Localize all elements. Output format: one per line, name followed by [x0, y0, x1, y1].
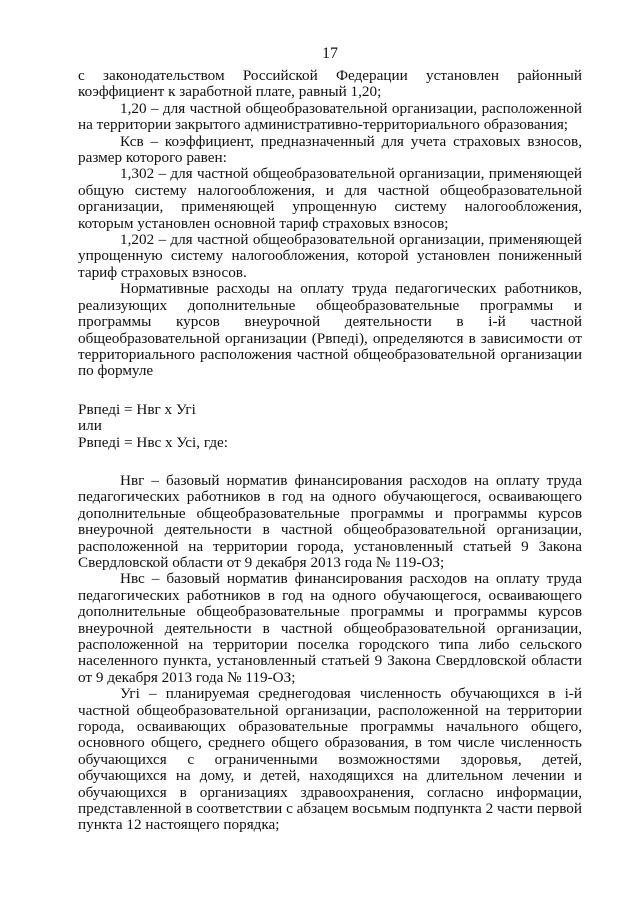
document-body [78, 68, 582, 834]
formula-line: Рвпеді = Нвг х Угі [78, 400, 196, 418]
paragraph: Нвс – базовый норматив финансирования расходов на оплату труда педагогических работников в год на одного обучающегося, осваивающего дополнительные общеобразовательные программы и программы курсов внеурочной деятельности в частной общеобразовательной организации, расположенной на территории поселка городского типа либо сельского населенного пункта, установленный статьей 9 Закона Свердловской области от 9 декабря 2013 года № 119-ОЗ; [78, 570, 582, 686]
paragraph: с законодательством Российской Федерации установлен районный коэффициент к заработной плате, равный 1,20; [78, 67, 582, 101]
paragraph: 1,202 – для частной общеобразовательной организации, применяющей упрощенную систему налогообложения, которой установлен пониженный тариф страховых взносов. [78, 231, 582, 281]
formula-block [78, 402, 582, 451]
paragraph: Ксв – коэффициент, предназначенный для учета страховых взносов, размер которого равен: [78, 132, 582, 167]
paragraph: 1,302 – для частной общеобразовательной организации, применяющей общую систему налогообложения, и для частной общеобразовательной организации, применяющей упрощенную систему налогообложения, которым установлен основной тариф страховых взносов; [78, 165, 582, 232]
formula-line: Рвпеді = Нвс х Усі, где: [78, 433, 229, 451]
paragraph: 1,20 – для частной общеобразовательной организации, расположенной на территории закрытого административно-территориального образования; [78, 99, 582, 134]
paragraph: Нормативные расходы на оплату труда педагогических работников, реализующих дополнительные общеобразовательные программы и программы курсов внеурочной деятельности в i-й частной общеобразовательной организации (Рвпеді), определяются в зависимости от территориального расположения частной общеобразовательной организации по формуле [78, 280, 582, 380]
page-number: 17 [322, 45, 338, 62]
paragraph: Угі – планируемая среднегодовая численность обучающихся в i-й частной общеобразовательной организации, расположенной на территории города, осваивающих образовательные программы начального общего, основного общего, среднего общего образования, в том числе численность обучающихся с ограниченными возможностями здоровья, детей, обучающихся на дому, и детей, находящихся на длительном лечении и обучающихся в организациях здравоохранения, согласно информации, представленной в соответствии с абзацем восьмым подпункта 2 части первой пункта 12 настоящего порядка; [78, 685, 582, 834]
paragraph: Нвг – базовый норматив финансирования расходов на оплату труда педагогических работников в год на одного обучающегося, осваивающего дополнительные общеобразовательные программы и программы курсов внеурочной деятельности в частной общеобразовательной организации, расположенной на территории города, установленный статьей 9 Закона Свердловской области от 9 декабря 2013 года № 119-ОЗ; [78, 471, 582, 571]
formula-connector: или [78, 417, 102, 435]
